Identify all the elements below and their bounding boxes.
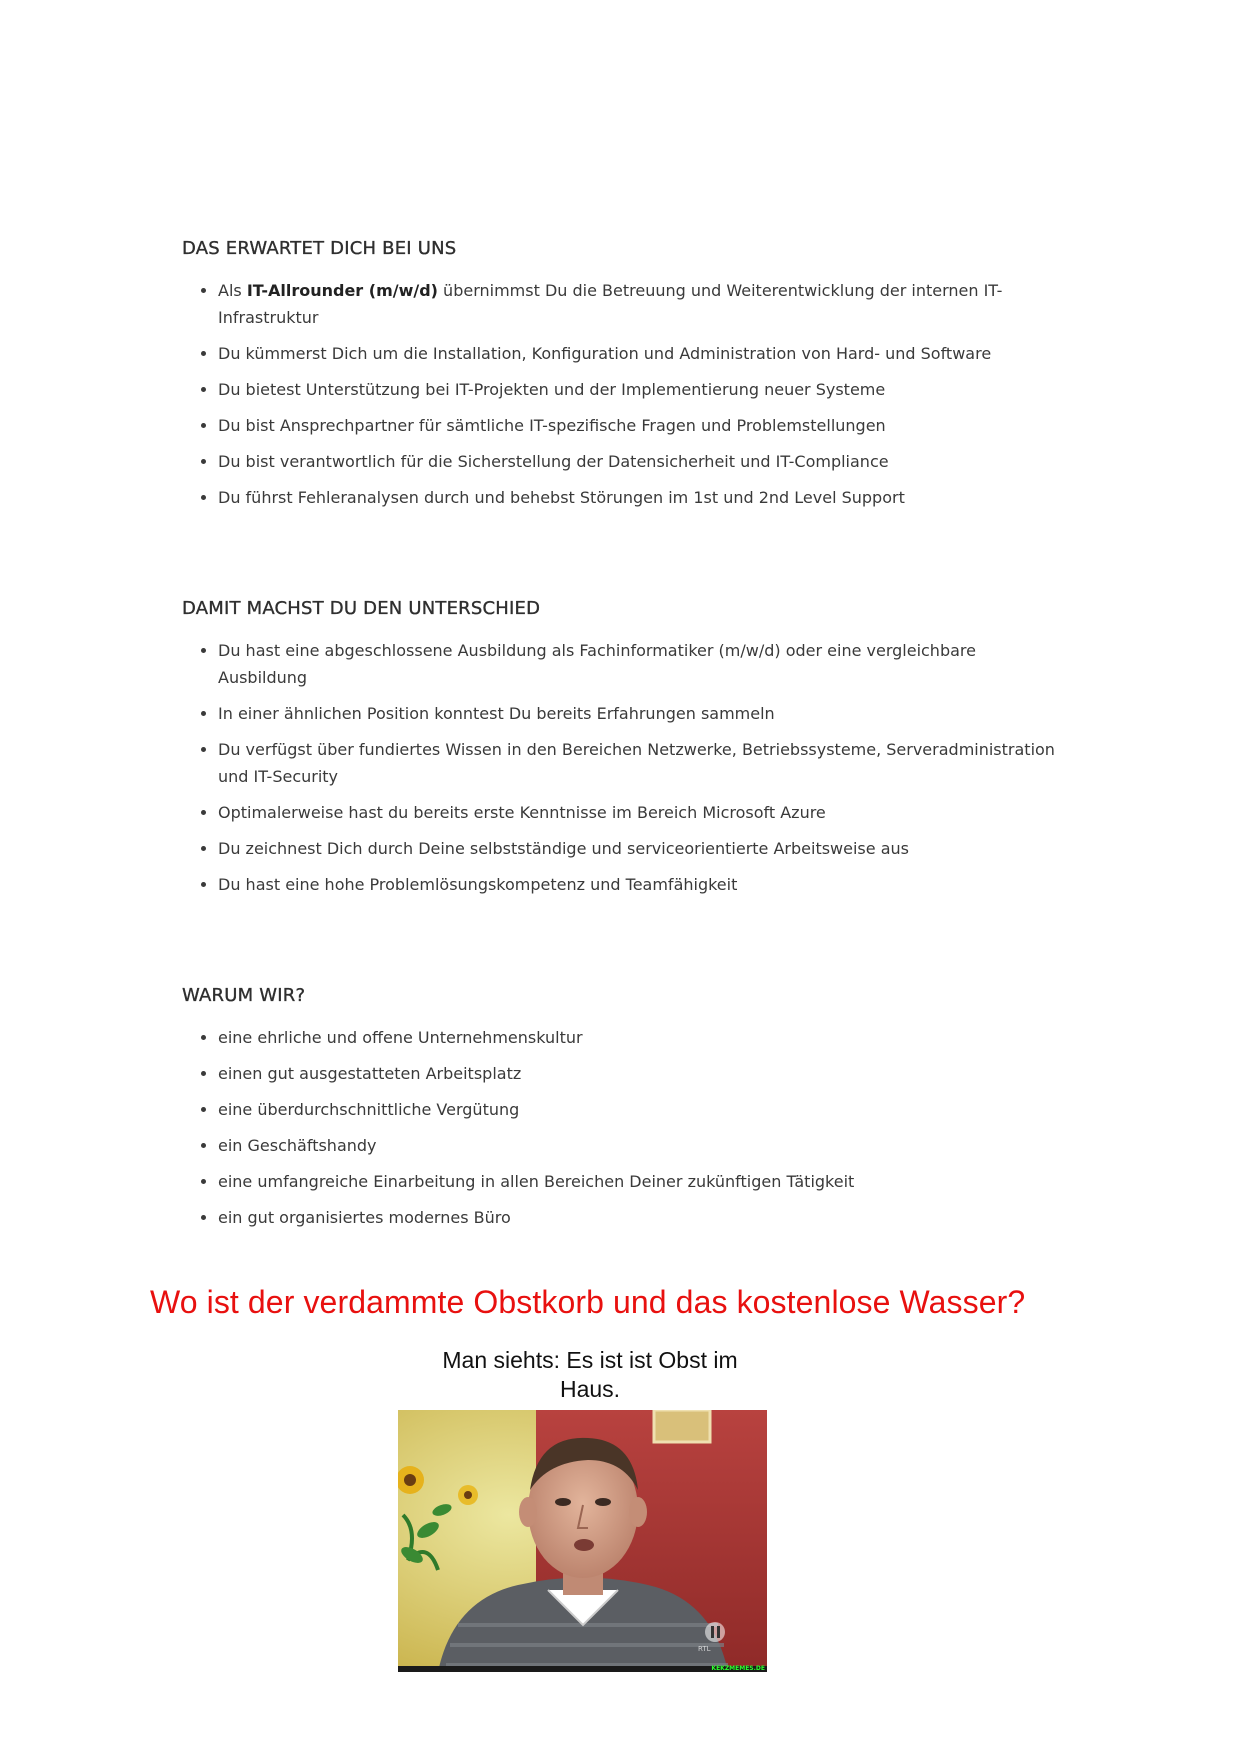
bullet-list <box>182 277 1062 511</box>
list-item: Du verfügst über fundiertes Wissen in den Bereichen Netzwerke, Betriebssysteme, Serveradministration und IT-Security <box>218 736 1062 790</box>
section-heading: WARUM WIR? <box>182 985 306 1006</box>
meme-video-frame <box>398 1410 767 1672</box>
bullet-list <box>182 637 1062 898</box>
list-item: eine umfangreiche Einarbeitung in allen Bereichen Deiner zukünftigen Tätigkeit <box>218 1168 1062 1195</box>
list-item: Du hast eine hohe Problemlösungskompetenz und Teamfähigkeit <box>218 871 1062 898</box>
list-item: einen gut ausgestatteten Arbeitsplatz <box>218 1060 1062 1087</box>
meme-headline: Wo ist der verdammte Obstkorb und das kostenlose Wasser? <box>150 1284 1026 1320</box>
bullet-list <box>182 1024 1062 1231</box>
section-heading: DAS ERWARTET DICH BEI UNS <box>182 238 457 259</box>
list-item: Du bist Ansprechpartner für sämtliche IT-spezifische Fragen und Problemstellungen <box>218 412 1062 439</box>
list-item: Du kümmerst Dich um die Installation, Konfiguration und Administration von Hard- und Software <box>218 340 1062 367</box>
video-still-image <box>398 1410 767 1672</box>
list-item: Als IT-Allrounder (m/w/d) übernimmst Du die Betreuung und Weiterentwicklung der internen IT-Infrastruktur <box>218 277 1062 331</box>
section-heading: DAMIT MACHST DU DEN UNTERSCHIED <box>182 598 541 619</box>
list-item: Du hast eine abgeschlossene Ausbildung als Fachinformatiker (m/w/d) oder eine vergleichbare Ausbildung <box>218 637 1062 691</box>
section-das-erwartet-dich <box>182 238 1062 520</box>
list-item: ein Geschäftshandy <box>218 1132 1062 1159</box>
section-warum-wir <box>182 985 1062 1240</box>
list-item: eine ehrliche und offene Unternehmenskultur <box>218 1024 1062 1051</box>
job-title: IT-Allrounder (m/w/d) <box>246 281 438 300</box>
list-item: ein gut organisiertes modernes Büro <box>218 1204 1062 1231</box>
watermark: KEKZMEMES.DE <box>711 1665 765 1672</box>
list-item: Du führst Fehleranalysen durch und behebst Störungen im 1st und 2nd Level Support <box>218 484 1062 511</box>
list-item: Optimalerweise hast du bereits erste Kenntnisse im Bereich Microsoft Azure <box>218 799 1062 826</box>
caption-line: Man siehts: Es ist ist Obst im <box>442 1347 738 1373</box>
meme-caption <box>410 1346 770 1404</box>
list-item: In einer ähnlichen Position konntest Du bereits Erfahrungen sammeln <box>218 700 1062 727</box>
list-item: Du bist verantwortlich für die Sicherstellung der Datensicherheit und IT-Compliance <box>218 448 1062 475</box>
list-item: Du bietest Unterstützung bei IT-Projekten und der Implementierung neuer Systeme <box>218 376 1062 403</box>
list-item: eine überdurchschnittliche Vergütung <box>218 1096 1062 1123</box>
pause-icon <box>705 1622 725 1642</box>
channel-logo: RTL <box>698 1645 711 1653</box>
caption-line: Haus. <box>559 1376 621 1402</box>
section-damit-machst-du <box>182 598 1062 907</box>
list-item: Du zeichnest Dich durch Deine selbstständige und serviceorientierte Arbeitsweise aus <box>218 835 1062 862</box>
